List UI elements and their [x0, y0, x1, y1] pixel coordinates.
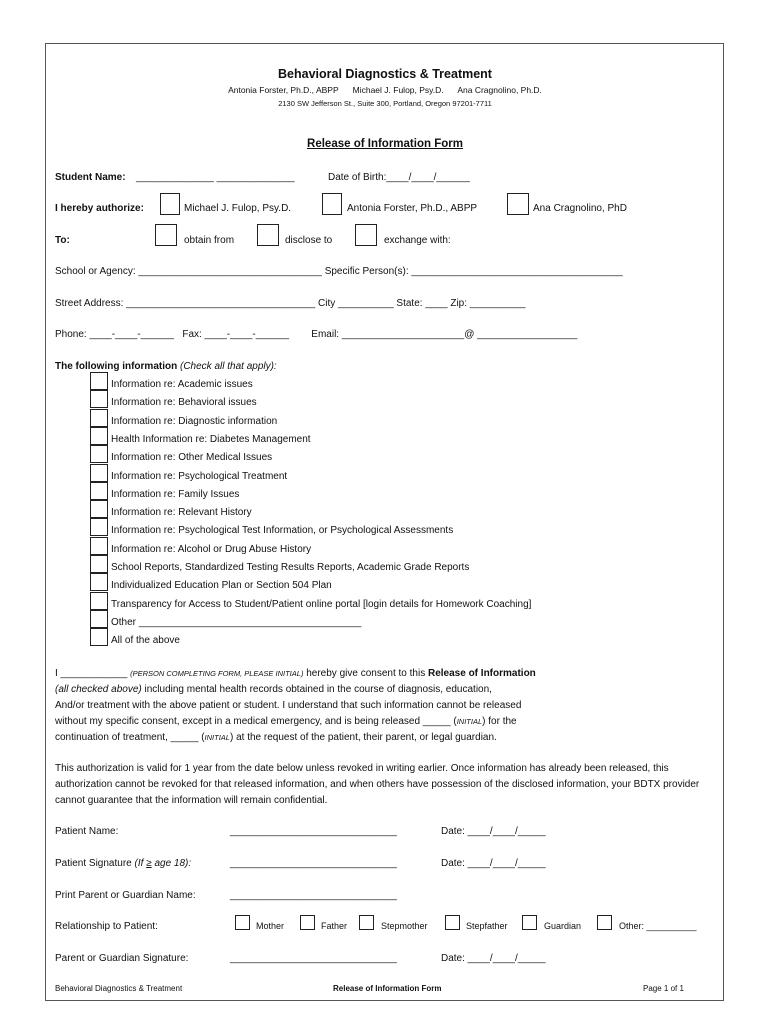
patient-signature-field[interactable]: ______________________________ — [230, 858, 397, 869]
relation-mother-label: Mother — [256, 921, 285, 931]
obtain-from-label: obtain from — [184, 235, 235, 246]
patient-signature-label — [55, 858, 191, 869]
relation-other-field[interactable]: Other: __________ — [619, 921, 697, 931]
info-item-checkbox[interactable] — [90, 500, 108, 518]
to-label: To: — [55, 235, 70, 246]
info-item-label: School Reports, Standardized Testing Results Reports, Academic Grade Reports — [111, 562, 470, 573]
patient-name-label: Patient Name: — [55, 826, 119, 837]
authorize-label: I hereby authorize: — [55, 203, 144, 214]
print-guardian-label: Print Parent or Guardian Name: — [55, 890, 196, 901]
relation-stepmother-label: Stepmother — [381, 921, 428, 931]
footer-practice: Behavioral Diagnostics & Treatment — [55, 984, 183, 993]
info-item-label: Information re: Diagnostic information — [111, 415, 278, 427]
relation-stepfather-label: Stepfather — [466, 921, 508, 931]
practice-title: Behavioral Diagnostics & Treatment — [278, 67, 492, 81]
staff-list: Antonia Forster, Ph.D., ABPP Michael J. Fulop, Psy.D. Ana Cragnolino, Ph.D. — [228, 85, 542, 95]
info-item-label: Transparency for Access to Student/Patient online portal [login details for Homework Coaching] — [111, 598, 532, 610]
info-item-checkbox[interactable] — [90, 573, 108, 591]
relation-father-label: Father — [321, 921, 348, 931]
info-item-checkbox[interactable] — [90, 390, 108, 408]
relationship-label: Relationship to Patient: — [55, 921, 158, 932]
all-checked-note: (all checked above) — [55, 684, 142, 695]
info-item-label: Information re: Academic issues — [111, 379, 253, 390]
consent-text: ) for the — [482, 716, 517, 727]
info-item-label: Information re: Psychological Treatment — [111, 470, 288, 482]
relation-stepfather-checkbox[interactable] — [445, 915, 460, 930]
label-text: age 18): — [151, 858, 192, 869]
info-item-checkbox[interactable] — [90, 372, 108, 390]
info-item-label: Information re: Other Medical Issues — [111, 452, 273, 464]
info-item-checkbox[interactable] — [90, 518, 108, 536]
info-item-checkbox[interactable] — [90, 555, 108, 573]
phone-fax-email-line[interactable]: Phone: ____-____-______ Fax: ____-____-______ Email: ______________________@ __________________ — [55, 329, 578, 340]
footer-page-number: Page 1 of 1 — [643, 984, 684, 993]
initial-note: INITIAL — [456, 717, 483, 726]
info-item-checkbox[interactable] — [90, 628, 108, 646]
initial-note: INITIAL — [204, 733, 230, 742]
authorize-forster-checkbox[interactable] — [322, 193, 342, 215]
info-item-checkbox[interactable] — [90, 482, 108, 500]
disclose-to-checkbox[interactable] — [257, 224, 279, 246]
relation-guardian-checkbox[interactable] — [522, 915, 537, 930]
info-item-label: Individualized Education Plan or Section 504 Plan — [111, 580, 332, 592]
info-item-label: Information re: Alcohol or Drug Abuse History — [111, 543, 312, 555]
info-heading — [55, 361, 277, 372]
school-agency-line[interactable]: School or Agency: _________________________________ Specific Person(s): ______________________________________ — [55, 266, 623, 277]
student-name-label: Student Name: — [55, 172, 126, 183]
footer-form-title: Release of Information Form — [333, 984, 442, 993]
patient-name-field[interactable]: ______________________________ — [230, 826, 397, 837]
info-item-checkbox[interactable] — [90, 537, 108, 555]
authorize-fulop-checkbox[interactable] — [160, 193, 180, 215]
info-item-checkbox[interactable] — [90, 592, 108, 610]
guardian-signature-label: Parent or Guardian Signature: — [55, 953, 189, 964]
authorize-fulop-label: Michael J. Fulop, Psy.D. — [184, 203, 292, 214]
info-item-label: All of the above — [111, 635, 180, 647]
info-item-checkbox[interactable] — [90, 427, 108, 445]
guardian-signature-date-field[interactable]: Date: ____/____/_____ — [441, 953, 546, 964]
consent-text: hereby give consent to this — [303, 668, 428, 679]
authorize-cragnolino-checkbox[interactable] — [507, 193, 529, 215]
label-text: Patient Signature — [55, 858, 135, 869]
relation-guardian-label: Guardian — [544, 921, 582, 931]
student-name-field[interactable]: ______________ ______________ — [136, 172, 295, 183]
consent-line-5 — [55, 732, 497, 743]
info-heading-hint: (Check all that apply): — [180, 361, 277, 372]
label-text: ≥ — [146, 858, 152, 869]
label-text: (If — [134, 858, 147, 869]
relation-mother-checkbox[interactable] — [235, 915, 250, 930]
release-of-information-text: Release of Information — [427, 668, 536, 679]
info-item-label: Other ________________________________________ — [111, 616, 362, 628]
street-address-line[interactable]: Street Address: __________________________________ City __________ State: ____ Zip: __________ — [55, 298, 526, 309]
practice-address: 2130 SW Jefferson St., Suite 300, Portland, Oregon 97201-7711 — [278, 99, 492, 108]
consent-line-4 — [55, 716, 517, 727]
relation-stepmother-checkbox[interactable] — [359, 915, 374, 930]
obtain-from-checkbox[interactable] — [155, 224, 177, 246]
consent-text: without my specific consent, except in a medical emergency, and is being released _____ ( — [55, 716, 457, 727]
print-guardian-field[interactable]: ______________________________ — [230, 890, 397, 901]
relation-other-checkbox[interactable] — [597, 915, 612, 930]
patient-signature-date-field[interactable]: Date: ____/____/_____ — [441, 858, 546, 869]
info-item-checkbox[interactable] — [90, 464, 108, 482]
consent-text: including mental health records obtained in the course of diagnosis, education, — [141, 684, 492, 695]
initial-note: (PERSON COMPLETING FORM, PLEASE INITIAL) — [130, 669, 304, 678]
consent-line-3: And/or treatment with the above patient or student. I understand that such information cannot be released — [55, 700, 522, 711]
form-title: Release of Information Form — [307, 138, 463, 150]
consent-text: ) at the request of the patient, their parent, or legal guardian. — [229, 732, 497, 743]
info-item-checkbox[interactable] — [90, 445, 108, 463]
disclose-to-label: disclose to — [285, 235, 333, 246]
info-item-label: Health Information re: Diabetes Management — [111, 433, 311, 445]
exchange-with-checkbox[interactable] — [355, 224, 377, 246]
relation-father-checkbox[interactable] — [300, 915, 315, 930]
info-item-checkbox[interactable] — [90, 409, 108, 427]
consent-line-2 — [55, 684, 492, 695]
consent-text: continuation of treatment, _____ ( — [55, 732, 205, 743]
authorize-cragnolino-label: Ana Cragnolino, PhD — [533, 203, 627, 214]
validity-paragraph: This authorization is valid for 1 year from the date below unless revoked in writing earlier. Once information has already been released, this authorization cannot be revoked for that released information, and when others have possession of the disclosed information, your BDTX provider cannot guarantee that the information will remain confidential. — [55, 763, 700, 806]
info-heading-label: The following information — [55, 361, 178, 372]
patient-name-date-field[interactable]: Date: ____/____/_____ — [441, 826, 546, 837]
info-item-label: Information re: Relevant History — [111, 507, 252, 519]
consent-line-1 — [55, 668, 536, 679]
exchange-with-label: exchange with: — [384, 235, 451, 246]
info-item-label: Information re: Family Issues — [111, 488, 240, 500]
info-item-label: Information re: Psychological Test Information, or Psychological Assessments — [111, 525, 454, 537]
info-item-checkbox[interactable] — [90, 610, 108, 628]
info-item-label: Information re: Behavioral issues — [111, 397, 257, 409]
guardian-signature-field[interactable]: ______________________________ — [230, 953, 397, 964]
initial-blank[interactable]: I ____________ — [55, 668, 131, 679]
date-of-birth-field[interactable]: Date of Birth:____/____/______ — [328, 172, 470, 183]
authorize-forster-label: Antonia Forster, Ph.D., ABPP — [347, 203, 478, 214]
